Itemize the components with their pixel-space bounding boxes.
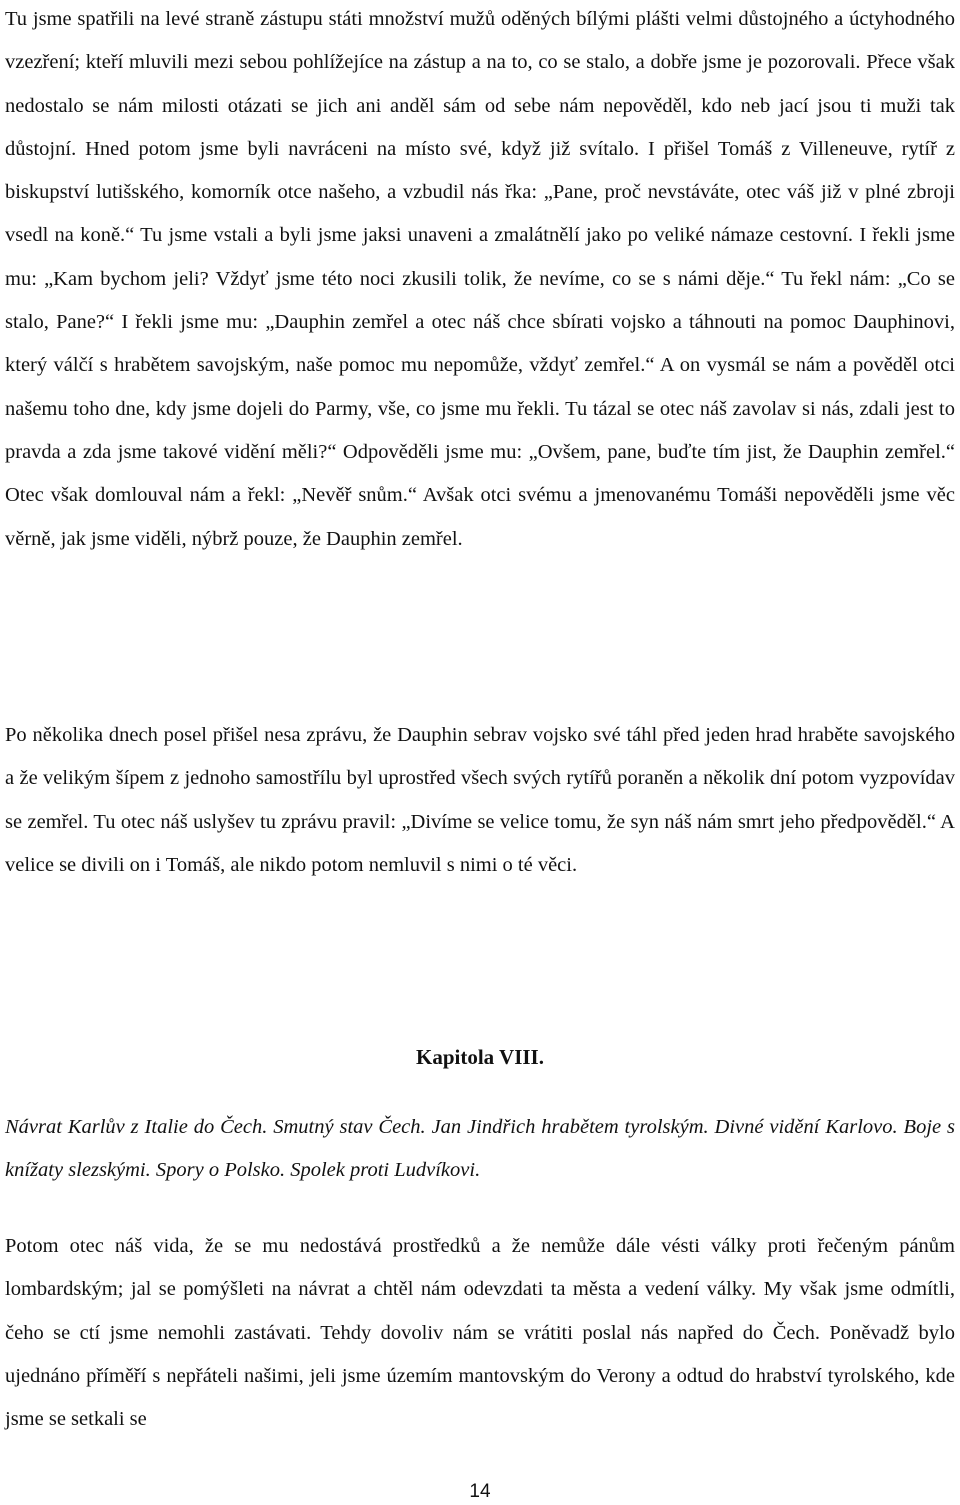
page-number: 14 [469, 1481, 491, 1502]
chapter-summary: Návrat Karlův z Italie do Čech. Smutný stav Čech. Jan Jindřich hrabětem tyrolským. Divné vidění Karlovo. Boje s knížaty slezskými. Spory o Polsko. Spolek proti Ludvíkovi. [5, 1116, 955, 1182]
body-paragraph: Tu jsme spatřili na levé straně zástupu státi množství mužů oděných bílými plášti velmi důstojného a úctyhodného vzezření; kteří mluvili mezi sebou pohlížejíce na zástup a na to, co se stalo, a dobře jsme je pozorovali. Přece však nedostalo se nám milosti otázati se jich ani anděl sám od sebe nám nepověděl, kdo neb jací jsou ti muži tak důstojní. Hned potom jsme byli navráceni na místo své, když již svítalo. I přišel Tomáš z Villeneuve, rytíř z biskupství lutišského, komorník otce našeho, a vzbudil nás řka: „Pane, proč nevstáváte, otec váš již v plné zbroji vsedl na koně.“ Tu jsme vstali a byli jsme jaksi unaveni a zmalátnělí jako po veliké námaze cestovní. I řekli jsme mu: „Kam bychom jeli? Vždyť jsme této noci zkusili tolik, že nevíme, co se s námi děje.“ Tu řekl nám: „Co se stalo, Pane?“ I řekli jsme mu: „Dauphin zemřel a otec náš chce sbírati vojsko a táhnouti na pomoc Dauphinovi, který válčí s hrabětem savojským, naše pomoc mu nepomůže, vždyť zemřel.“ A on vysmál se nám a pověděl otci našemu toho dne, kdy jsme dojeli do Parmy, vše, co jsme mu řekli. Tu tázal se otec náš zavolav si nás, zdali jest to pravda a zda jsme takové vidění měli?“ Odpověděli jsme mu: „Ovšem, pane, buďte tím jist, že Dauphin zemřel.“ Otec však domlouval nám a řekl: „Nevěř snům.“ Avšak otci svému a jmenovanému Tomáši nepověděli jsme věc věrně, jak jsme viděli, nýbrž pouze, že Dauphin zemřel. [5, 8, 955, 550]
body-paragraph: Po několika dnech posel přišel nesa zprávu, že Dauphin sebrav vojsko své táhl před jeden hrad hraběte savojského a že velikým šípem z jednoho samostřílu byl uprostřed všech svých rytířů poraněn a několik dní potom vyzpovídav se zemřel. Tu otec náš uslyšev tu zprávu pravil: „Divíme se velice tomu, že syn náš nám smrt jeho předpověděl.“ A velice se divili on i Tomáš, ale nikdo potom nemluvil s nimi o té věci. [5, 724, 955, 876]
chapter-opening-paragraph: Potom otec náš vida, že se mu nedostává prostředků a že nemůže dále vésti války proti řečeným pánům lombardským; jal se pomýšleti na návrat a chtěl nám odevzdati ta města a vedení války. My však jsme odmítli, čeho se ctí jsme nemohli zastávati. Tehdy dovoliv nám se vrátiti poslal nás napřed do Čech. Poněvadž bylo ujednáno příměří s nepřáteli našimi, jeli jsme územím mantovským do Verony a odtud do hrabství tyrolského, kde jsme se setkali se [5, 1235, 955, 1431]
chapter-heading: Kapitola VIII. [416, 1045, 544, 1069]
